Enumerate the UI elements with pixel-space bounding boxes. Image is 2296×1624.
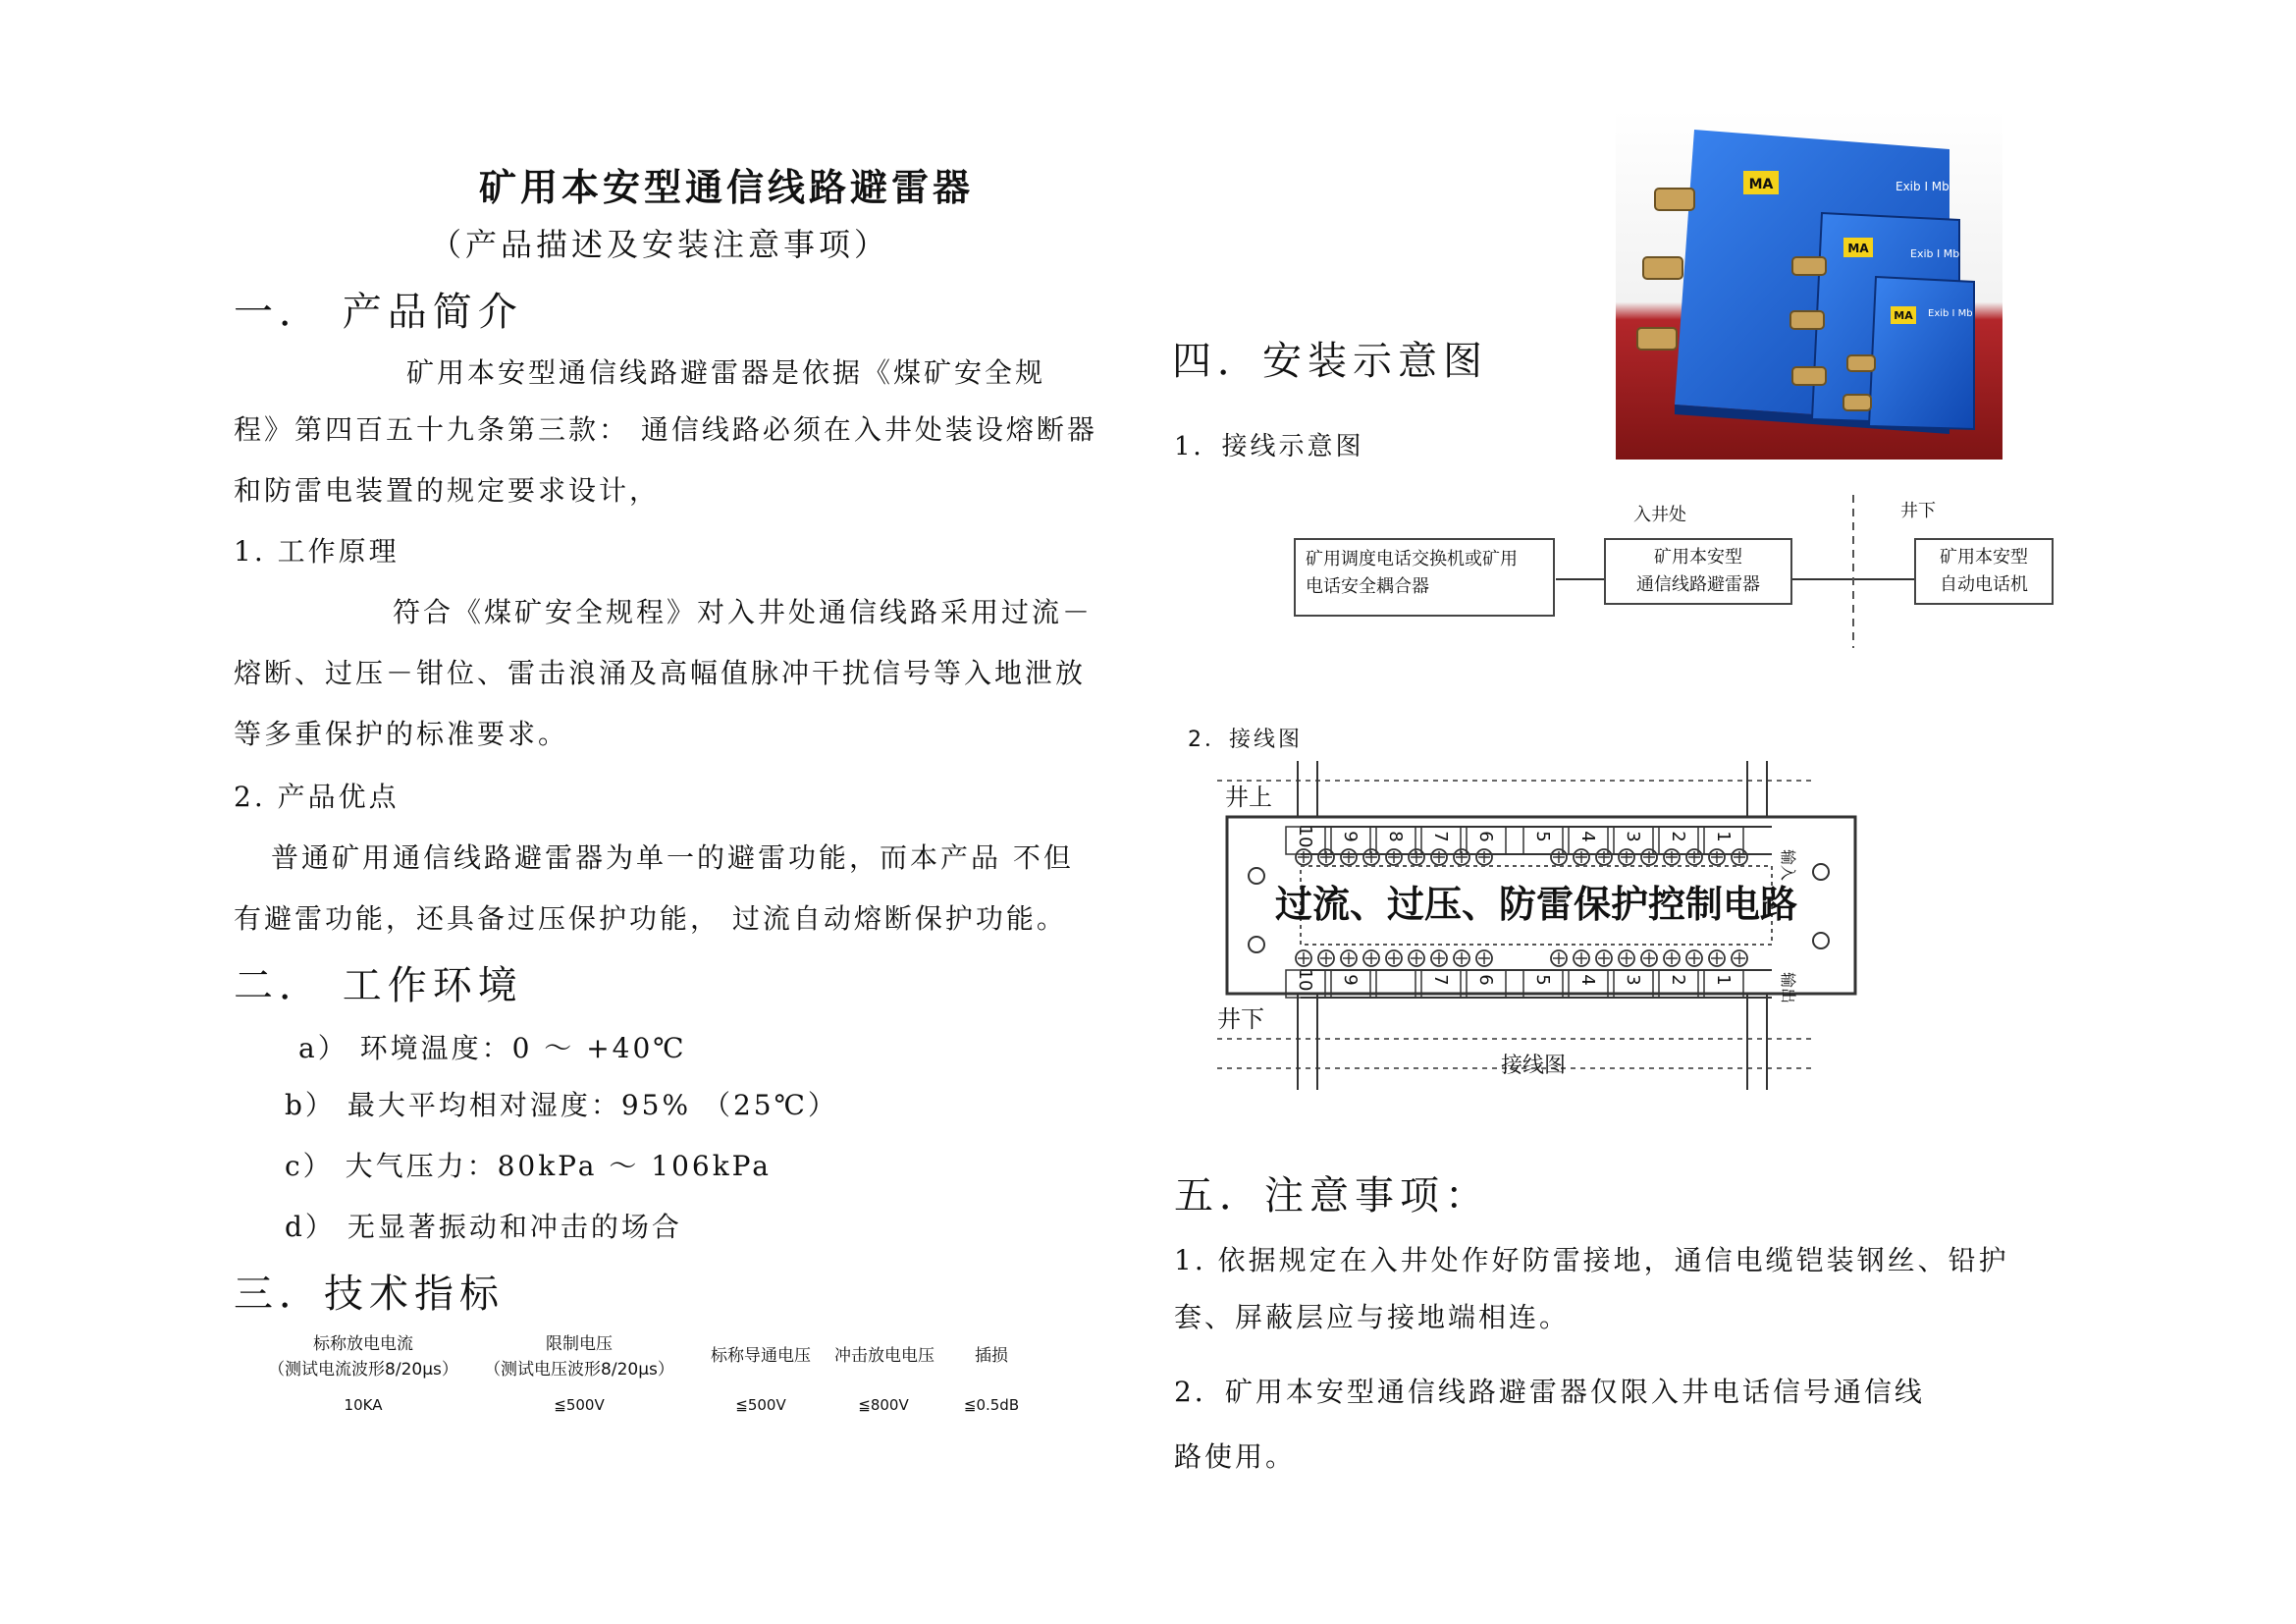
top-terminal-number: 1 — [1713, 831, 1734, 842]
top-terminal-number: 5 — [1532, 831, 1553, 842]
ma-mark-3: MA — [1894, 309, 1913, 322]
section-5-heading: 五．注意事项： — [1174, 1173, 1490, 1218]
spec-value-impulse-voltage: ≦800V — [858, 1396, 909, 1414]
spec-value-limit-voltage: ≦500V — [554, 1396, 605, 1414]
section-3-heading: 三．技术指标 — [234, 1272, 505, 1317]
label-above-ground: 井上 — [1225, 784, 1272, 811]
spec-value-discharge-current: 10KA — [344, 1396, 383, 1414]
bottom-terminal-number: 1 — [1713, 974, 1734, 986]
spec-value-conduction-voltage: ≦500V — [735, 1396, 786, 1414]
top-terminal-number: 8 — [1385, 831, 1406, 842]
subsection-wiring-schematic: 1．接线示意图 — [1174, 432, 1364, 461]
bottom-terminal-number: 2 — [1668, 974, 1688, 986]
ex-mark-2: Exib I Mb — [1910, 247, 1960, 260]
label-underground: 井下 — [1900, 501, 1936, 521]
env-item-a: a） 环境温度：0 ～ +40℃ — [298, 1032, 687, 1064]
env-item-b: b） 最大平均相对湿度：95% （25℃） — [285, 1089, 838, 1121]
env-item-c: c） 大气压力：80kPa ～ 106kPa — [285, 1150, 772, 1182]
top-terminal-number: 9 — [1340, 831, 1361, 842]
note-1-line-1: 1. 依据规定在入井处作好防雷接地，通信电缆铠装钢丝、铅护 — [1174, 1244, 2009, 1276]
box-auto-telephone: 矿用本安型 自动电话机 — [1914, 538, 2054, 605]
spec-header-impulse-voltage: 冲击放电电压 — [834, 1346, 934, 1366]
section-1-heading: 一． 产品简介 — [234, 290, 523, 335]
wiring-diagram — [1178, 756, 1885, 1110]
spec-header-conduction-voltage: 标称导通电压 — [711, 1346, 811, 1366]
diagram-caption: 接线图 — [1500, 1054, 1567, 1078]
bottom-terminal-number: 7 — [1430, 974, 1451, 986]
output-label: 输出 — [1779, 972, 1797, 1004]
ex-mark-1: Exib I Mb — [1896, 180, 1949, 193]
box-lightning-arrester: 矿用本安型 通信线路避雷器 — [1604, 538, 1792, 605]
note-2-line-1: 2．矿用本安型通信线路避雷器仅限入井电话信号通信线 — [1174, 1376, 1925, 1408]
spec-header-discharge-current: 标称放电电流 （测试电流波形8/20μs） — [268, 1334, 458, 1380]
advantages-line-2: 有避雷功能，还具备过压保护功能， 过流自动熔断保护功能。 — [234, 902, 1067, 935]
note-1-line-2: 套、屏蔽层应与接地端相连。 — [1174, 1301, 1571, 1333]
product-photo — [1616, 110, 2002, 460]
intro-line-2: 程》第四百五十九条第三款： 通信线路必须在入井处装设熔断器 — [234, 413, 1097, 446]
top-terminal-number: 10 — [1295, 825, 1315, 848]
spec-header-limit-voltage: 限制电压 （测试电压波形8/20μs） — [484, 1334, 674, 1380]
control-circuit-label: 过流、过压、防雷保护控制电路 — [1274, 883, 1798, 926]
label-shaft-entry: 入井处 — [1633, 505, 1686, 525]
section-2-heading: 二． 工作环境 — [234, 963, 523, 1008]
top-terminal-number: 2 — [1668, 831, 1688, 842]
ex-mark-3: Exib I Mb — [1928, 308, 1973, 319]
label-below-ground: 井下 — [1217, 1005, 1264, 1033]
advantages-line-1: 普通矿用通信线路避雷器为单一的避雷功能，而本产品 不但 — [271, 841, 1074, 874]
ma-mark-2: MA — [1847, 242, 1869, 255]
env-item-d: d） 无显著振动和冲击的场合 — [285, 1211, 682, 1243]
top-terminal-number: 6 — [1475, 831, 1496, 842]
bottom-terminal-number: 9 — [1340, 974, 1361, 986]
bottom-terminal-number: 5 — [1532, 974, 1553, 986]
principle-line-2: 熔断、过压－钳位、雷击浪涌及高幅值脉冲干扰信号等入地泄放 — [234, 657, 1087, 689]
page-title: 矿用本安型通信线路避雷器 — [479, 165, 975, 209]
spec-header-insertion-loss: 插损 — [975, 1346, 1008, 1366]
box-telephone-exchange: 矿用调度电话交换机或矿用 电话安全耦合器 — [1294, 538, 1555, 617]
top-terminal-number: 7 — [1430, 831, 1451, 842]
subsection-principle: 1. 工作原理 — [234, 535, 400, 568]
top-terminal-number: 4 — [1577, 831, 1598, 842]
intro-line-1: 矿用本安型通信线路避雷器是依据《煤矿安全规 — [406, 356, 1046, 389]
note-2-line-2: 路使用。 — [1174, 1440, 1297, 1473]
principle-line-3: 等多重保护的标准要求。 — [234, 718, 569, 750]
section-4-heading: 四．安装示意图 — [1172, 339, 1488, 384]
spec-value-insertion-loss: ≦0.5dB — [963, 1396, 1020, 1414]
bottom-terminal-number: 3 — [1623, 974, 1643, 986]
ma-mark-1: MA — [1748, 177, 1774, 192]
subsection-advantages: 2. 产品优点 — [234, 781, 400, 813]
bottom-terminal-number: 6 — [1475, 974, 1496, 986]
page-subtitle: （产品描述及安装注意事项） — [430, 226, 890, 263]
bottom-terminal-number: 4 — [1577, 974, 1598, 986]
bottom-terminal-number: 10 — [1295, 968, 1315, 992]
intro-line-3: 和防雷电装置的规定要求设计， — [234, 474, 661, 507]
principle-line-1: 符合《煤矿安全规程》对入井处通信线路采用过流－ — [393, 596, 1094, 628]
top-terminal-number: 3 — [1623, 831, 1643, 842]
input-label: 输入 — [1779, 849, 1797, 882]
subsection-wiring-diagram: 2．接线图 — [1188, 728, 1303, 752]
